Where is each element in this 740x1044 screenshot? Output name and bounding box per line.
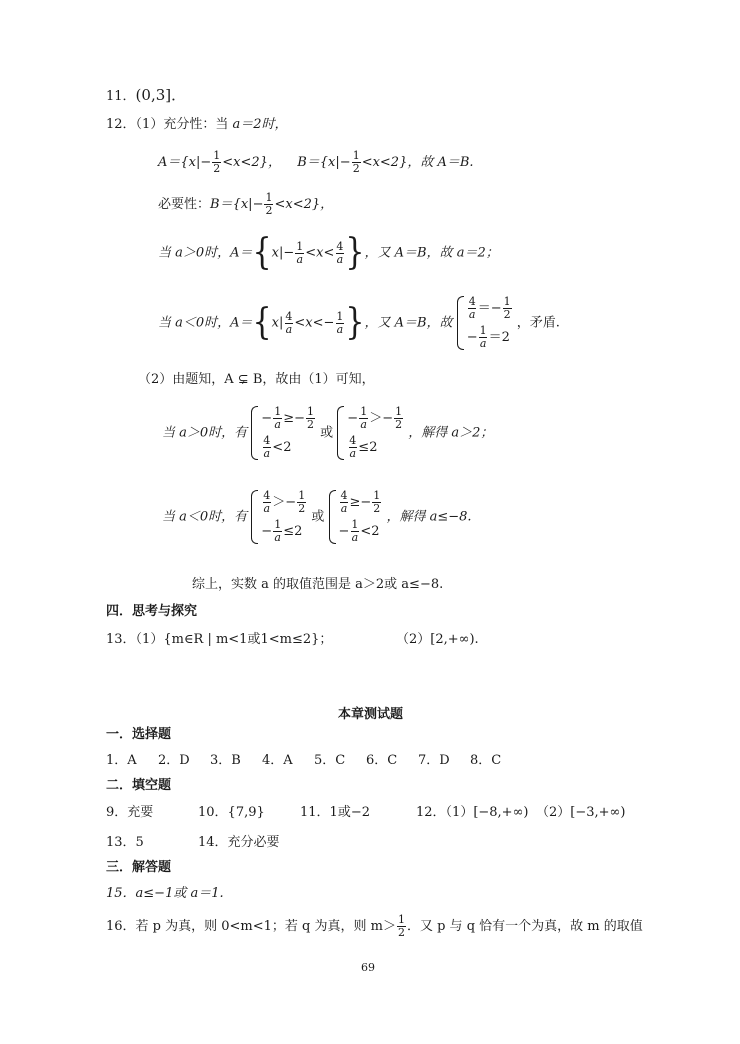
gt-sign: ＞− [272, 495, 297, 510]
system-brace [251, 406, 258, 460]
minus-sign: − [338, 524, 350, 539]
necessity-line [158, 192, 333, 217]
minus-sign: − [261, 411, 273, 426]
num: 1 [503, 295, 511, 308]
system-row [261, 490, 307, 515]
num: 4 [468, 295, 476, 308]
fill-9 [106, 806, 153, 819]
set-x: x| [271, 315, 284, 331]
fraction-1-over-a [273, 406, 282, 431]
answer-item: 6．C [366, 753, 398, 768]
page-number-text: 69 [361, 961, 375, 974]
part2-positive [162, 406, 493, 460]
den: a [336, 322, 344, 336]
system-row [339, 519, 383, 544]
page-number [361, 962, 375, 973]
minus-sign: − [252, 197, 264, 212]
case-pos-A: A＝ [230, 245, 253, 261]
fraction-half [212, 150, 221, 175]
case-neg-mid: <x< [294, 315, 324, 331]
den: a [296, 252, 304, 266]
num: 1 [213, 149, 221, 162]
q15-line [106, 887, 224, 900]
num: 1 [274, 405, 282, 418]
section-choice-text: 一．选择题 [106, 727, 172, 742]
fraction-1-over-a [335, 311, 344, 336]
case-positive-line [158, 231, 499, 274]
fraction-1-over-a [273, 519, 282, 544]
minus-sign: − [261, 524, 273, 539]
fraction-4-over-a [340, 490, 349, 515]
num: 4 [336, 239, 344, 253]
lt2: <2 [272, 440, 292, 455]
num: 1 [274, 518, 282, 531]
den: a [336, 252, 344, 266]
den: a [274, 418, 281, 431]
system-row [261, 435, 316, 460]
fraction-half [397, 914, 406, 939]
q15-text: 15．a≤−1或 a＝1. [106, 886, 224, 901]
system-row [347, 435, 404, 460]
den: 2 [265, 204, 273, 217]
case-pos-label: 当 a＞0时， [158, 245, 231, 261]
answer-item: 2．D [158, 753, 190, 768]
q16-line [106, 914, 643, 939]
den: 2 [213, 162, 221, 175]
fill-14-text: 14．充分必要 [198, 835, 280, 850]
system-rows [339, 490, 383, 544]
fill-9-text: 9．充要 [106, 805, 154, 820]
num: 1 [298, 489, 306, 502]
fill-13-text: 13．5 [106, 835, 144, 850]
or-word: 或 [311, 509, 325, 525]
necessity-label: 必要性： [158, 197, 211, 212]
q12-label: 12．（1）充分性：当 [106, 117, 229, 132]
system-neg-1 [251, 490, 307, 544]
den: 2 [352, 162, 360, 175]
den: a [351, 531, 359, 544]
fill-12b-text: （2）[−3,+∞) [536, 805, 626, 820]
q16-head: 16．若 p 为真，则 0<m<1；若 q 为真，则 m＞ [106, 919, 396, 934]
fraction-4-over-a [348, 435, 357, 460]
den: 2 [307, 418, 314, 431]
eq-sign: ＝− [477, 301, 502, 316]
part2-negative [162, 490, 472, 544]
minus-sign: − [466, 330, 478, 345]
num: 1 [395, 405, 403, 418]
system-row [261, 519, 307, 544]
leq2: ≤2 [358, 440, 378, 455]
system-row [467, 296, 513, 321]
num: 1 [265, 191, 273, 204]
minus-sign: − [339, 155, 351, 170]
answer-item: 5．C [314, 753, 346, 768]
section-4-text: 四．思考与探究 [106, 604, 198, 619]
system-neg-2 [329, 490, 383, 544]
case-neg-A: A＝ [230, 315, 253, 331]
test-title-text: 本章测试题 [338, 707, 404, 722]
case-pos-tail: ，又 A＝B，故 a＝2； [364, 245, 499, 261]
fraction-4-over-a [262, 435, 271, 460]
answer-item: 8．C [470, 753, 502, 768]
fraction-4-over-a [468, 296, 477, 321]
system-brace [251, 490, 258, 544]
section-solve-text: 三．解答题 [106, 860, 172, 875]
den: 2 [373, 502, 381, 515]
case-neg-tail: ，又 A＝B，故 [364, 315, 453, 331]
setA-ineq: <x<2}， [222, 155, 281, 170]
q11-answer: (0,3]． [135, 86, 187, 104]
den: a [285, 322, 293, 336]
left-brace: { [252, 231, 272, 274]
system-pos-2 [337, 406, 404, 460]
den: a [468, 308, 476, 321]
den: a [340, 502, 348, 515]
setA-def: A＝{x| [158, 155, 201, 170]
system-pos-1 [251, 406, 316, 460]
den: 2 [397, 926, 405, 939]
section-4-heading [106, 605, 197, 618]
leq2: ≤2 [283, 524, 303, 539]
num: 4 [285, 309, 293, 323]
den: a [349, 447, 357, 460]
num: 1 [360, 405, 368, 418]
system-rows [261, 490, 307, 544]
system-brace [457, 296, 464, 350]
case-neg-label: 当 a＜0时， [158, 315, 231, 331]
answer-item: 4．A [262, 753, 293, 768]
fraction-half [352, 150, 361, 175]
den: a [263, 502, 271, 515]
system-rows [347, 406, 404, 460]
system-rows [467, 296, 513, 350]
system-rows [261, 406, 316, 460]
system-row [467, 325, 513, 350]
nec-ineq: <x<2}， [274, 197, 334, 212]
den: 2 [395, 418, 403, 431]
q11-line [106, 88, 186, 103]
system-row [347, 406, 404, 431]
section-fill-text: 二．填空题 [106, 778, 172, 793]
q13-line [106, 633, 332, 646]
contradiction-text: ，矛盾. [516, 315, 560, 331]
q12-head [106, 118, 288, 131]
part2-text: （2）由题知，A ⊊ B，故由（1）可知， [138, 372, 375, 387]
q16-tail: ．又 p 与 q 恰有一个为真，故 m 的取值 [406, 919, 643, 934]
right-brace: } [345, 231, 365, 274]
fill-10 [198, 806, 265, 819]
sets-line [158, 150, 474, 175]
summary-text: 综上，实数 a 的取值范围是 a＞2或 a≤−8. [192, 577, 444, 592]
fill-10-text: 10．{7,9} [198, 805, 265, 820]
num: 1 [296, 239, 304, 253]
num: 1 [352, 149, 360, 162]
fill-14 [198, 836, 280, 849]
q12-condition: a＝2时， [232, 117, 288, 132]
num: 1 [351, 518, 359, 531]
fraction-4-over-a [262, 490, 271, 515]
setB-ineq: <x<2}，故 A＝B. [361, 155, 474, 170]
geq-sign: ≥− [349, 495, 372, 510]
system-contradiction [457, 296, 513, 350]
q13-part1: 13．（1）{m∈R | m<1或1<m≤2}； [106, 632, 333, 647]
minus-sign: − [283, 245, 295, 261]
fraction-4-over-a [335, 241, 344, 266]
num: 4 [263, 434, 271, 447]
q13-part2: （2）[2,+∞). [396, 632, 479, 647]
choice-answers [106, 754, 522, 767]
minus-sign: − [200, 155, 212, 170]
num: 4 [263, 489, 271, 502]
den: 2 [503, 308, 511, 321]
num: 4 [349, 434, 357, 447]
gt-sign: ＞− [369, 411, 394, 426]
num: 1 [397, 913, 405, 926]
minus-sign: − [347, 411, 359, 426]
fraction-1-over-a [479, 325, 488, 350]
p2-neg-end: ，解得 a≤−8. [386, 509, 472, 525]
fill-12a-text: 12．（1）[−8,+∞) [416, 805, 529, 820]
test-title [338, 708, 403, 721]
case-negative-line [158, 296, 560, 350]
fraction-half [394, 406, 403, 431]
fraction-4-over-a [284, 311, 293, 336]
summary-line [192, 578, 443, 591]
den: a [274, 531, 281, 544]
fraction-half [372, 490, 381, 515]
geq-sign: ≥− [283, 411, 305, 426]
answer-item: 1．A [106, 753, 137, 768]
fraction-1-over-a [350, 519, 359, 544]
p2-pos-end: ，解得 a＞2； [408, 425, 494, 441]
or-word: 或 [320, 425, 334, 441]
section-solve-heading [106, 861, 171, 874]
fill-11 [300, 806, 370, 819]
fraction-half [306, 406, 315, 431]
fill-11-text: 11．1或−2 [300, 805, 370, 820]
part2-line [138, 373, 375, 386]
lt2: <2 [360, 524, 380, 539]
fill-12a [416, 806, 528, 819]
p2-neg-label: 当 a＜0时，有 [162, 509, 248, 525]
eq-two: ＝2 [488, 330, 510, 345]
system-row [261, 406, 316, 431]
system-brace [337, 406, 344, 460]
section-choice-heading [106, 728, 171, 741]
den: a [360, 418, 367, 431]
setB-def: B＝{x| [297, 155, 340, 170]
fraction-half [297, 490, 306, 515]
den: a [479, 337, 487, 350]
system-row [339, 490, 383, 515]
q11-number: 11． [106, 89, 136, 104]
fraction-1-over-a [359, 406, 368, 431]
right-brace: } [345, 301, 365, 344]
answer-item: 3．B [210, 753, 241, 768]
fill-12b [536, 806, 625, 819]
q13-part2-line [396, 633, 479, 646]
left-brace: { [252, 301, 272, 344]
num: 1 [373, 489, 381, 502]
num: 1 [479, 324, 487, 337]
case-pos-mid: <x< [305, 245, 335, 261]
system-brace [329, 490, 336, 544]
fraction-1-over-a [295, 241, 304, 266]
nec-setB: B＝{x| [210, 197, 253, 212]
set-x: x| [271, 245, 284, 261]
fraction-half [264, 192, 273, 217]
den: a [263, 447, 271, 460]
num: 1 [336, 309, 344, 323]
den: 2 [298, 502, 306, 515]
num: 4 [340, 489, 348, 502]
num: 1 [307, 405, 314, 418]
section-fill-heading [106, 779, 171, 792]
answer-item: 7．D [418, 753, 450, 768]
fill-13 [106, 836, 144, 849]
fraction-half [503, 296, 512, 321]
p2-pos-label: 当 a＞0时，有 [162, 425, 248, 441]
minus-sign: − [323, 315, 335, 331]
